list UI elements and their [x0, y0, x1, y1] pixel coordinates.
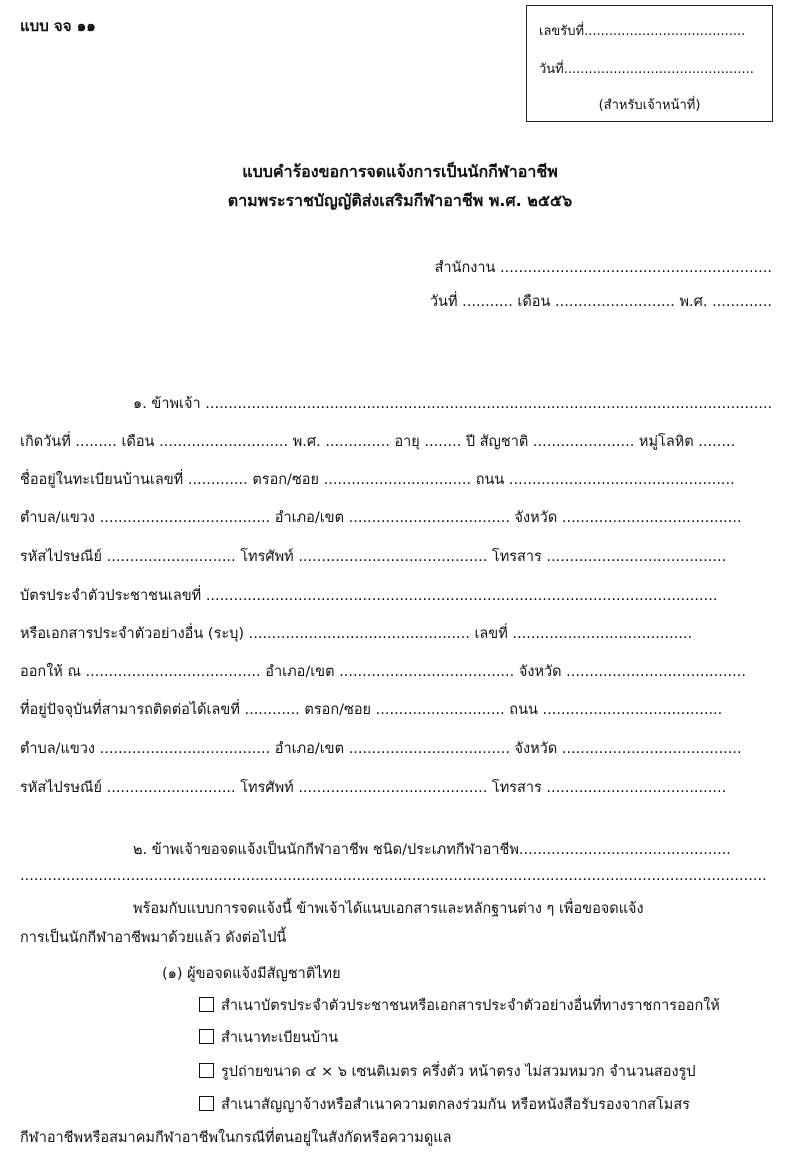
- form-subtitle: ตามพระราชบัญญัติส่งเสริมกีฬาอาชีพ พ.ศ. ๒๕๕๖: [227, 191, 573, 210]
- date-field[interactable]: วันที่ ........... เดือน .......................... พ.ศ. .............: [429, 294, 772, 310]
- thai-nationality-heading: (๑) ผู้ขอจดแจ้งมีสัญชาติไทย: [162, 966, 341, 982]
- checklist-label: สำเนาสัญญาจ้างหรือสำเนาความตกลงร่วมกัน หรือหนังสือรับรองจากสโมสร: [221, 1097, 690, 1113]
- registered-contact-line[interactable]: รหัสไปรษณีย์ ............................ โทรศัพท์ ......................................... โทรสาร .......................................: [20, 549, 727, 565]
- checklist-item-photo[interactable]: [199, 1060, 696, 1083]
- checklist-item-house-registration[interactable]: [199, 1026, 338, 1049]
- current-address-line[interactable]: ที่อยู่ปัจจุบันที่สามารถติดต่อได้เลขที่ ............ ตรอก/ซอย ............................ ถนน .......................................: [20, 702, 723, 718]
- sport-type-continuation[interactable]: ..................................................................................................................................................................: [20, 868, 767, 884]
- applicant-name-line[interactable]: ๑. ข้าพเจ้า ...........................................................................................................................: [133, 396, 773, 412]
- registered-address-line[interactable]: ชื่ออยู่ในทะเบียนบ้านเลขที่ ............. ตรอก/ซอย ................................ ถนน .................................................: [20, 472, 735, 488]
- issued-at-line[interactable]: ออกให้ ณ ...................................... อำเภอ/เขต ...................................... จังหวัด .......................................: [20, 664, 746, 680]
- current-contact-line[interactable]: รหัสไปรษณีย์ ............................ โทรศัพท์ ......................................... โทรสาร .......................................: [20, 780, 727, 796]
- birth-info-line[interactable]: เกิดวันที่ ......... เดือน ............................ พ.ศ. .............. อายุ ........ ปี สัญชาติ ...................... หมู่โลหิต ........: [20, 434, 736, 450]
- checkbox[interactable]: [199, 1029, 214, 1044]
- registered-district-line[interactable]: ตำบล/แขวง ..................................... อำเภอ/เขต ................................... จังหวัด .......................................: [20, 510, 742, 526]
- checklist-label: สำเนาทะเบียนบ้าน: [221, 1030, 339, 1046]
- officer-use-note: (สำหรับเจ้าหน้าที่): [598, 98, 701, 113]
- checklist-item-id-copy[interactable]: [199, 994, 720, 1017]
- receipt-date-field[interactable]: วันที่..............................................: [539, 62, 754, 77]
- checklist-label: สำเนาบัตรประจำตัวประชาชนหรือเอกสารประจำตัวอย่างอื่นที่ทางราชการออกให้: [221, 998, 720, 1014]
- attachment-paragraph-line2: การเป็นนักกีฬาอาชีพมาด้วยแล้ว ดังต่อไปนี้: [20, 930, 287, 946]
- contract-continuation: กีฬาอาชีพหรือสมาคมกีฬาอาชีพในกรณีที่ตนอยู่ในสังกัดหรือความดูแล: [20, 1130, 452, 1146]
- office-field[interactable]: สำนักงาน ...........................................................: [434, 260, 772, 276]
- checklist-label: รูปถ่ายขนาด ๔ × ๖ เซนติเมตร ครึ่งตัว หน้าตรง ไม่สวมหมวก จำนวนสองรูป: [221, 1064, 696, 1080]
- checkbox[interactable]: [199, 1063, 214, 1078]
- checkbox[interactable]: [199, 1096, 214, 1111]
- other-document-line[interactable]: หรือเอกสารประจำตัวอย่างอื่น (ระบุ) ................................................ เลขที่ .......................................: [20, 626, 693, 642]
- current-district-line[interactable]: ตำบล/แขวง ..................................... อำเภอ/เขต ................................... จังหวัด .......................................: [20, 741, 742, 757]
- id-card-line[interactable]: บัตรประจำตัวประชาชนเลขที่ ...............................................................................................................: [20, 588, 718, 604]
- form-title: แบบคำร้องขอการจดแจ้งการเป็นนักกีฬาอาชีพ: [242, 162, 558, 181]
- officer-use-box: [526, 5, 773, 122]
- attachment-paragraph-line1: พร้อมกับแบบการจดแจ้งนี้ ข้าพเจ้าได้แนบเอกสารและหลักฐานต่าง ๆ เพื่อขอจดแจ้ง: [133, 901, 644, 917]
- checklist-item-contract[interactable]: [199, 1093, 690, 1116]
- sport-type-line[interactable]: ๒. ข้าพเจ้าขอจดแจ้งเป็นนักกีฬาอาชีพ ชนิด/ประเภทกีฬาอาชีพ..............................................: [133, 842, 731, 858]
- receipt-number-field[interactable]: เลขรับที่.......................................: [539, 24, 746, 39]
- form-code: แบบ จจ ๑๑: [20, 17, 96, 35]
- checkbox[interactable]: [199, 997, 214, 1012]
